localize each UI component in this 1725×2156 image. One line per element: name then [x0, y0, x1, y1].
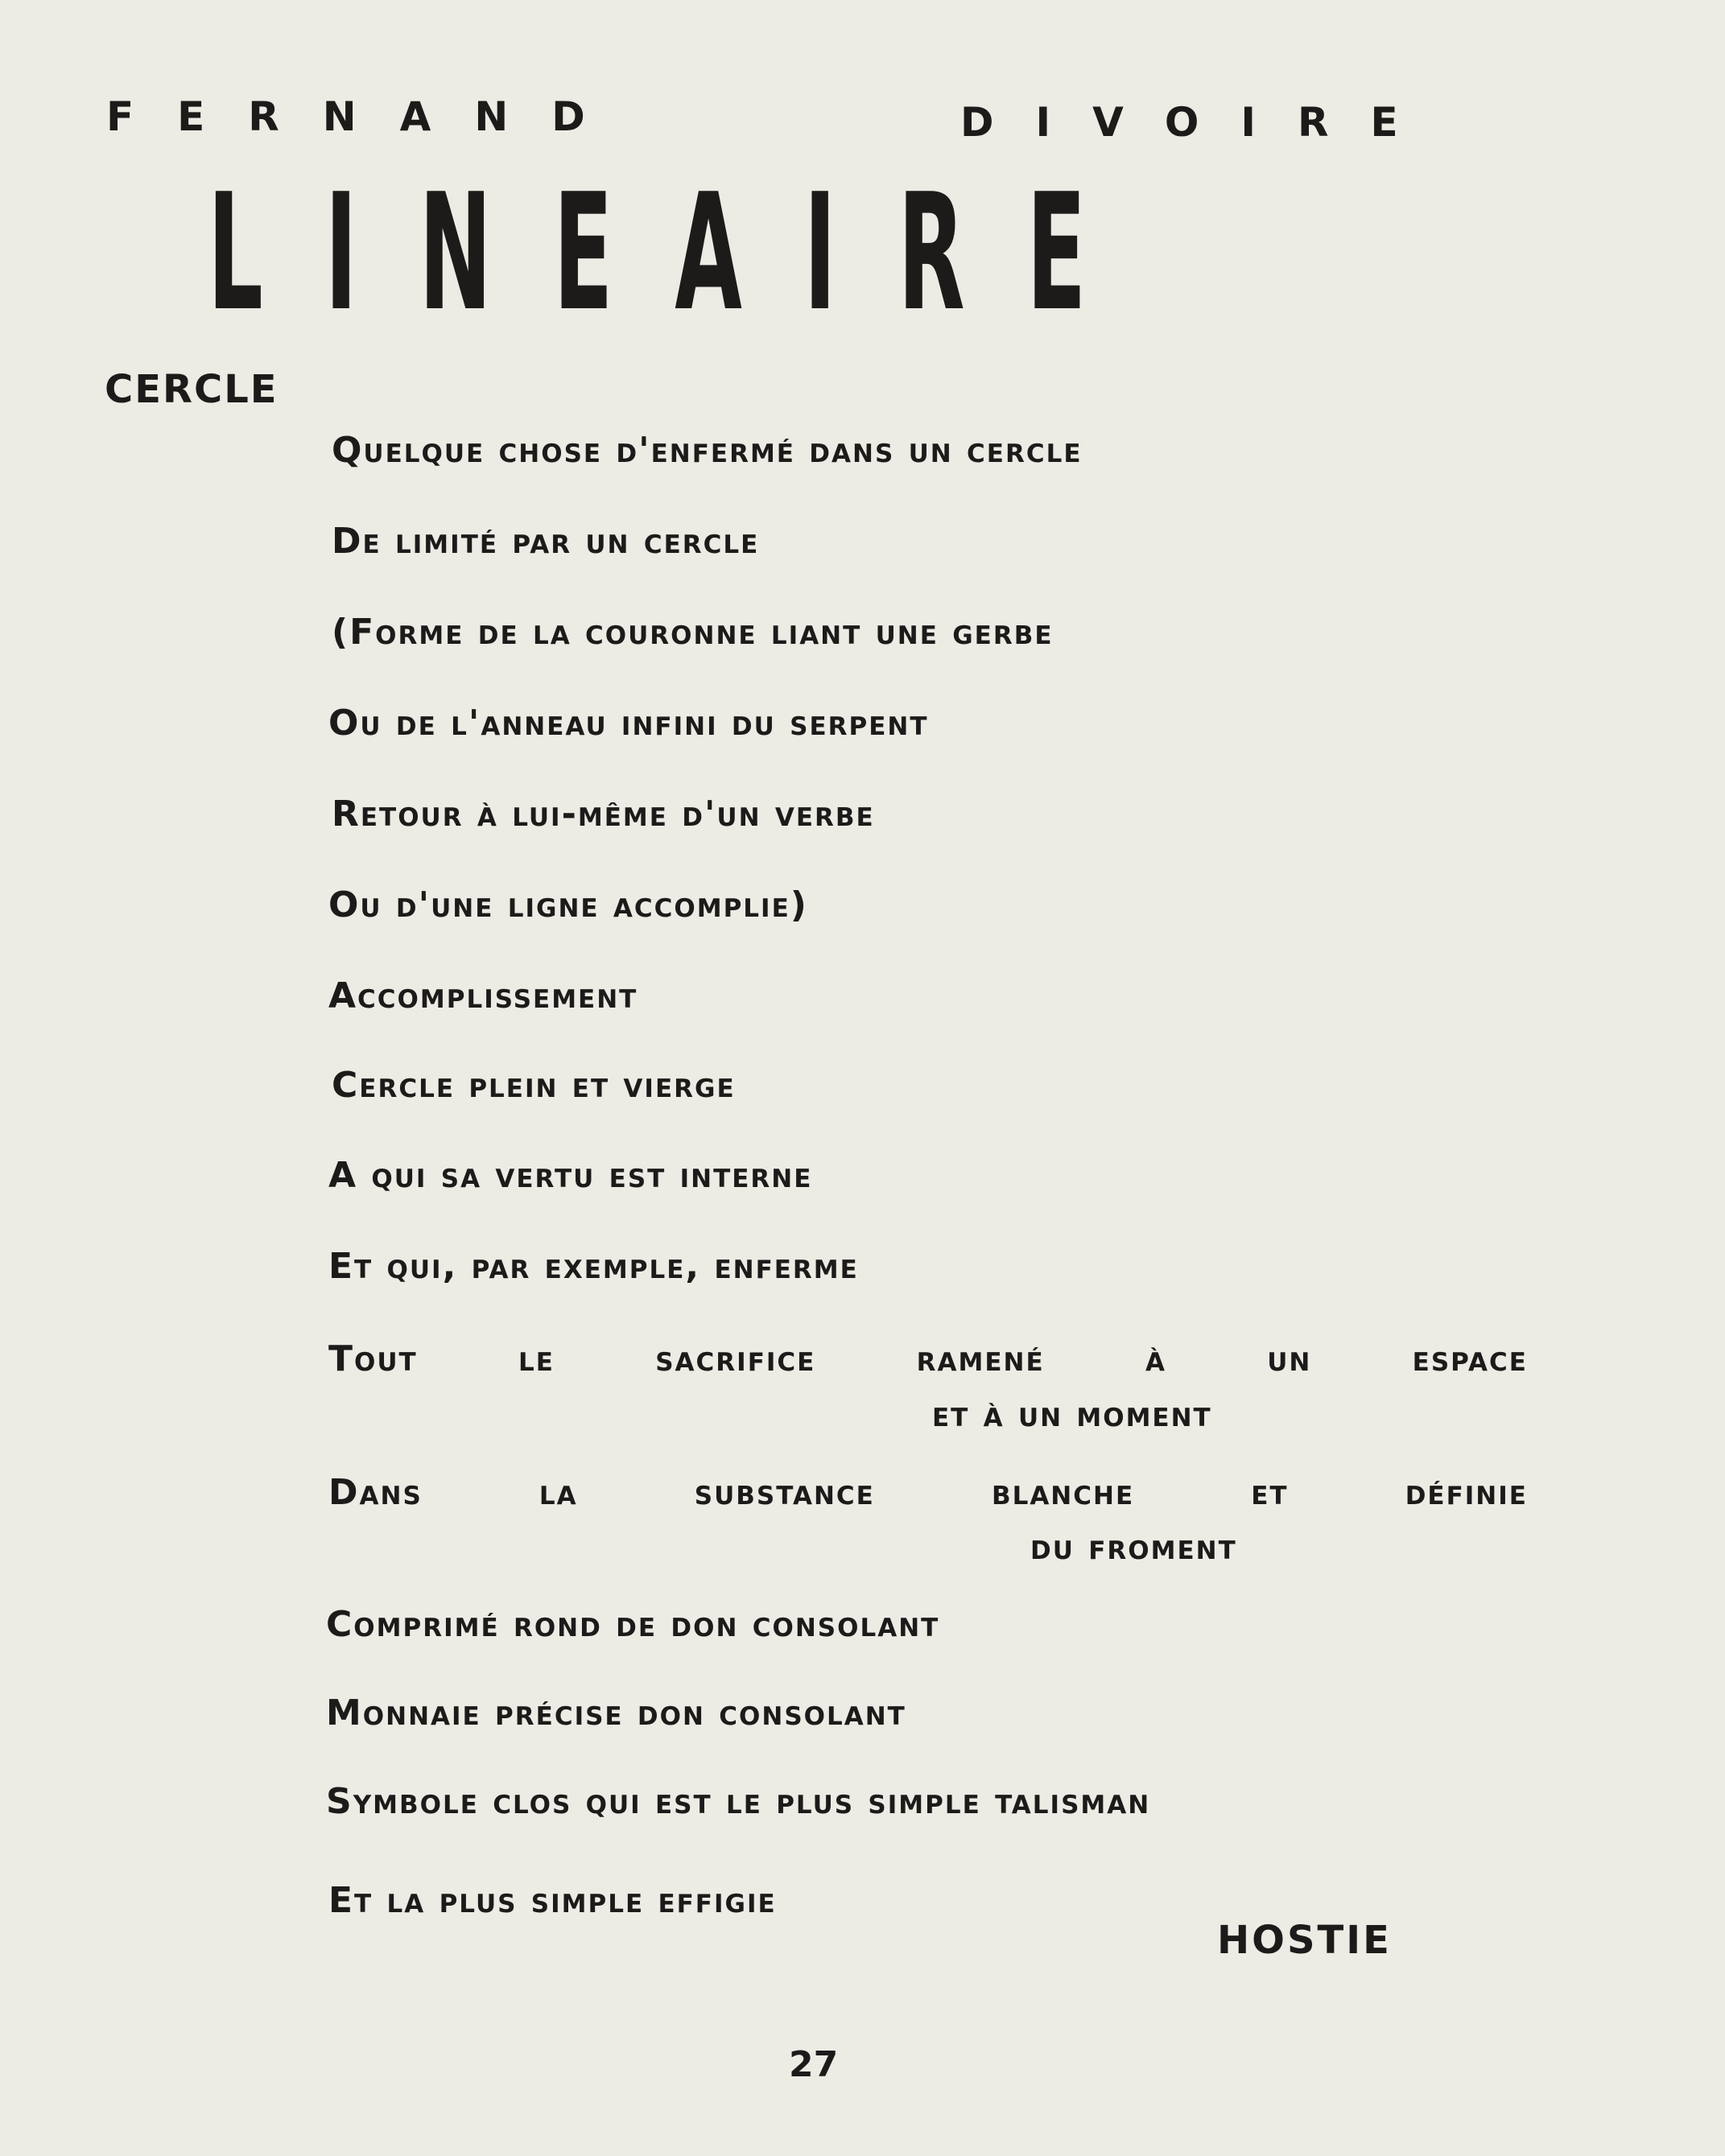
spread-word: définie [1405, 1472, 1528, 1513]
verse-line: Retour à lui-même d'un verbe [332, 794, 875, 835]
spread-word: sacrifice [655, 1338, 816, 1379]
page-number: 27 [789, 2044, 839, 2085]
verse-line: Ou d'une ligne accomplie) [328, 884, 808, 925]
spread-word: blanche [991, 1472, 1135, 1513]
spread-line [328, 1471, 1528, 1515]
section-heading: CERCLE [105, 367, 279, 412]
spread-word: Tout [328, 1338, 418, 1379]
spread-word: un [1267, 1338, 1312, 1379]
spread-word: Dans [328, 1472, 423, 1513]
spread-word: la [539, 1472, 578, 1513]
spread-word: espace [1412, 1338, 1528, 1379]
verse-line: Accomplissement [328, 975, 638, 1016]
verse-line: De limité par un cercle [332, 521, 760, 562]
author-first-name: FERNAND [106, 93, 629, 140]
spread-word: ramené [916, 1338, 1045, 1379]
spread-word: et [1251, 1472, 1289, 1513]
poem-signature: HOSTIE [1217, 1918, 1392, 1963]
verse-line: Symbole clos qui est le plus simple talisman [326, 1781, 1151, 1822]
verse-continuation: du froment [1030, 1527, 1237, 1568]
verse-line: Cercle plein et vierge [332, 1065, 736, 1106]
spread-word: à [1145, 1338, 1166, 1379]
verse-line: Comprimé rond de don consolant [326, 1604, 940, 1645]
verse-line: Quelque chose d'enfermé dans un cercle [332, 430, 1083, 471]
verse-line: Et la plus simple effigie [328, 1880, 777, 1921]
spread-line [328, 1338, 1528, 1381]
author-last-name: DIVOIRE [960, 99, 1440, 146]
poem-title: LINEAIRE [208, 159, 1149, 347]
verse-line: Monnaie précise don consolant [326, 1692, 906, 1733]
spread-word: le [518, 1338, 555, 1379]
verse-line: (Forme de la couronne liant une gerbe [332, 612, 1054, 653]
spread-word: substance [694, 1472, 875, 1513]
verse-line: Et qui, par exemple, enferme [328, 1246, 859, 1287]
verse-continuation: et à un moment [932, 1394, 1212, 1435]
verse-line: A qui sa vertu est interne [328, 1155, 813, 1196]
verse-line: Ou de l'anneau infini du serpent [328, 703, 929, 744]
